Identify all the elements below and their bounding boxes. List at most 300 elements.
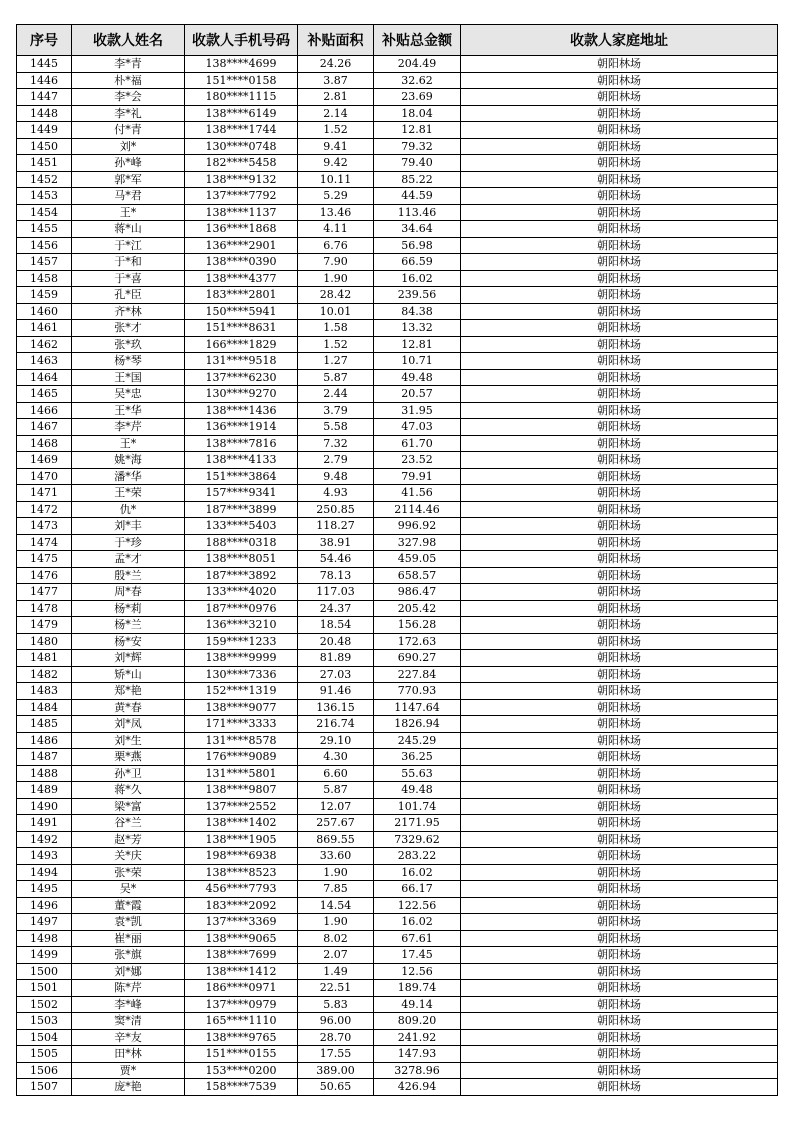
cell-subsidy-amount: 20.57 <box>374 386 461 403</box>
cell-payee-address: 朝阳林场 <box>461 897 778 914</box>
cell-serial-number: 1482 <box>17 666 72 683</box>
cell-payee-address: 朝阳林场 <box>461 749 778 766</box>
cell-payee-name: 蒋*久 <box>72 782 185 799</box>
cell-subsidy-amount: 32.62 <box>374 72 461 89</box>
cell-payee-address: 朝阳林场 <box>461 980 778 997</box>
cell-subsidy-amount: 690.27 <box>374 650 461 667</box>
cell-payee-phone: 137****2552 <box>185 798 298 815</box>
cell-payee-address: 朝阳林场 <box>461 303 778 320</box>
cell-payee-name: 吴* <box>72 881 185 898</box>
cell-payee-address: 朝阳林场 <box>461 122 778 139</box>
cell-payee-name: 孔*臣 <box>72 287 185 304</box>
cell-subsidy-area: 78.13 <box>298 567 374 584</box>
table-row <box>17 699 778 716</box>
table-row <box>17 980 778 997</box>
cell-payee-name: 付*青 <box>72 122 185 139</box>
cell-subsidy-amount: 459.05 <box>374 551 461 568</box>
cell-subsidy-amount: 3278.96 <box>374 1062 461 1079</box>
header-row <box>17 25 778 56</box>
cell-subsidy-amount: 79.91 <box>374 468 461 485</box>
cell-payee-name: 刘*娜 <box>72 963 185 980</box>
cell-serial-number: 1445 <box>17 56 72 73</box>
cell-payee-address: 朝阳林场 <box>461 947 778 964</box>
cell-subsidy-area: 5.87 <box>298 369 374 386</box>
cell-subsidy-amount: 79.32 <box>374 138 461 155</box>
cell-serial-number: 1453 <box>17 188 72 205</box>
header-subsidy-amount: 补贴总金额 <box>374 25 461 56</box>
cell-serial-number: 1449 <box>17 122 72 139</box>
table-row <box>17 798 778 815</box>
cell-payee-address: 朝阳林场 <box>461 716 778 733</box>
cell-subsidy-amount: 67.61 <box>374 930 461 947</box>
table-row <box>17 452 778 469</box>
cell-subsidy-area: 96.00 <box>298 1013 374 1030</box>
cell-subsidy-amount: 7329.62 <box>374 831 461 848</box>
cell-payee-name: 杨*兰 <box>72 617 185 634</box>
cell-payee-name: 陈*芹 <box>72 980 185 997</box>
cell-subsidy-amount: 23.52 <box>374 452 461 469</box>
cell-payee-phone: 152****1319 <box>185 683 298 700</box>
cell-payee-name: 王*国 <box>72 369 185 386</box>
cell-payee-phone: 151****8631 <box>185 320 298 337</box>
cell-subsidy-amount: 172.63 <box>374 633 461 650</box>
cell-serial-number: 1481 <box>17 650 72 667</box>
table-row <box>17 1079 778 1096</box>
cell-serial-number: 1474 <box>17 534 72 551</box>
cell-serial-number: 1493 <box>17 848 72 865</box>
cell-payee-phone: 130****9270 <box>185 386 298 403</box>
cell-serial-number: 1448 <box>17 105 72 122</box>
cell-serial-number: 1455 <box>17 221 72 238</box>
cell-payee-name: 刘* <box>72 138 185 155</box>
cell-payee-name: 庞*艳 <box>72 1079 185 1096</box>
cell-payee-name: 仇* <box>72 501 185 518</box>
cell-payee-name: 张*荣 <box>72 864 185 881</box>
cell-serial-number: 1472 <box>17 501 72 518</box>
cell-payee-name: 张*玖 <box>72 336 185 353</box>
table-row <box>17 138 778 155</box>
cell-payee-phone: 133****4020 <box>185 584 298 601</box>
table-row <box>17 353 778 370</box>
cell-subsidy-area: 29.10 <box>298 732 374 749</box>
cell-payee-address: 朝阳林场 <box>461 864 778 881</box>
cell-subsidy-amount: 2171.95 <box>374 815 461 832</box>
cell-payee-phone: 138****9077 <box>185 699 298 716</box>
cell-subsidy-amount: 189.74 <box>374 980 461 997</box>
table-row <box>17 831 778 848</box>
cell-payee-address: 朝阳林场 <box>461 221 778 238</box>
header-payee-address: 收款人家庭地址 <box>461 25 778 56</box>
cell-subsidy-area: 136.15 <box>298 699 374 716</box>
cell-payee-phone: 186****0971 <box>185 980 298 997</box>
table-row <box>17 534 778 551</box>
cell-serial-number: 1500 <box>17 963 72 980</box>
cell-serial-number: 1454 <box>17 204 72 221</box>
cell-payee-phone: 138****1402 <box>185 815 298 832</box>
table-row <box>17 1046 778 1063</box>
cell-serial-number: 1492 <box>17 831 72 848</box>
cell-payee-name: 王* <box>72 204 185 221</box>
cell-payee-address: 朝阳林场 <box>461 138 778 155</box>
cell-serial-number: 1476 <box>17 567 72 584</box>
cell-serial-number: 1459 <box>17 287 72 304</box>
cell-subsidy-area: 9.48 <box>298 468 374 485</box>
subsidy-table <box>16 24 778 1096</box>
cell-subsidy-amount: 204.49 <box>374 56 461 73</box>
cell-payee-phone: 138****7816 <box>185 435 298 452</box>
table-row <box>17 204 778 221</box>
cell-payee-name: 郑*艳 <box>72 683 185 700</box>
cell-subsidy-amount: 1147.64 <box>374 699 461 716</box>
cell-payee-phone: 136****3210 <box>185 617 298 634</box>
cell-payee-name: 蒋*山 <box>72 221 185 238</box>
cell-subsidy-amount: 16.02 <box>374 270 461 287</box>
table-row <box>17 237 778 254</box>
cell-payee-address: 朝阳林场 <box>461 1013 778 1030</box>
cell-payee-address: 朝阳林场 <box>461 468 778 485</box>
cell-payee-phone: 137****0979 <box>185 996 298 1013</box>
cell-payee-name: 田*林 <box>72 1046 185 1063</box>
cell-payee-phone: 138****4133 <box>185 452 298 469</box>
cell-serial-number: 1489 <box>17 782 72 799</box>
cell-payee-name: 殷*兰 <box>72 567 185 584</box>
cell-payee-phone: 182****5458 <box>185 155 298 172</box>
table-row <box>17 600 778 617</box>
cell-payee-address: 朝阳林场 <box>461 386 778 403</box>
table-row <box>17 468 778 485</box>
cell-subsidy-amount: 56.98 <box>374 237 461 254</box>
table-row <box>17 518 778 535</box>
cell-subsidy-area: 118.27 <box>298 518 374 535</box>
cell-subsidy-amount: 44.59 <box>374 188 461 205</box>
table-row <box>17 633 778 650</box>
cell-subsidy-area: 38.91 <box>298 534 374 551</box>
cell-payee-address: 朝阳林场 <box>461 617 778 634</box>
cell-subsidy-area: 28.42 <box>298 287 374 304</box>
cell-serial-number: 1466 <box>17 402 72 419</box>
table-body <box>17 56 778 1096</box>
cell-serial-number: 1505 <box>17 1046 72 1063</box>
cell-payee-phone: 187****3892 <box>185 567 298 584</box>
cell-subsidy-amount: 12.81 <box>374 122 461 139</box>
header-subsidy-area: 补贴面积 <box>298 25 374 56</box>
cell-payee-address: 朝阳林场 <box>461 1062 778 1079</box>
cell-serial-number: 1499 <box>17 947 72 964</box>
cell-payee-phone: 138****9065 <box>185 930 298 947</box>
cell-payee-name: 窦*清 <box>72 1013 185 1030</box>
cell-payee-name: 关*庆 <box>72 848 185 865</box>
table-row <box>17 765 778 782</box>
cell-serial-number: 1468 <box>17 435 72 452</box>
cell-subsidy-area: 4.30 <box>298 749 374 766</box>
cell-payee-phone: 136****2901 <box>185 237 298 254</box>
cell-subsidy-amount: 49.14 <box>374 996 461 1013</box>
cell-subsidy-area: 6.60 <box>298 765 374 782</box>
cell-serial-number: 1504 <box>17 1029 72 1046</box>
cell-payee-name: 贾* <box>72 1062 185 1079</box>
cell-payee-address: 朝阳林场 <box>461 633 778 650</box>
cell-payee-address: 朝阳林场 <box>461 650 778 667</box>
cell-payee-address: 朝阳林场 <box>461 452 778 469</box>
cell-subsidy-area: 12.07 <box>298 798 374 815</box>
cell-payee-address: 朝阳林场 <box>461 89 778 106</box>
cell-subsidy-area: 54.46 <box>298 551 374 568</box>
cell-payee-address: 朝阳林场 <box>461 204 778 221</box>
cell-payee-name: 张*才 <box>72 320 185 337</box>
cell-payee-name: 郭*军 <box>72 171 185 188</box>
cell-payee-address: 朝阳林场 <box>461 831 778 848</box>
cell-payee-phone: 183****2801 <box>185 287 298 304</box>
cell-subsidy-area: 2.14 <box>298 105 374 122</box>
cell-payee-address: 朝阳林场 <box>461 402 778 419</box>
cell-serial-number: 1470 <box>17 468 72 485</box>
cell-serial-number: 1450 <box>17 138 72 155</box>
cell-serial-number: 1502 <box>17 996 72 1013</box>
cell-payee-address: 朝阳林场 <box>461 584 778 601</box>
cell-subsidy-amount: 239.56 <box>374 287 461 304</box>
cell-payee-name: 朴*福 <box>72 72 185 89</box>
cell-subsidy-amount: 36.25 <box>374 749 461 766</box>
cell-subsidy-area: 216.74 <box>298 716 374 733</box>
cell-payee-name: 刘*辉 <box>72 650 185 667</box>
cell-payee-address: 朝阳林场 <box>461 798 778 815</box>
cell-payee-address: 朝阳林场 <box>461 419 778 436</box>
table-row <box>17 815 778 832</box>
cell-payee-address: 朝阳林场 <box>461 518 778 535</box>
cell-payee-phone: 187****0976 <box>185 600 298 617</box>
cell-subsidy-area: 9.41 <box>298 138 374 155</box>
cell-subsidy-area: 50.65 <box>298 1079 374 1096</box>
cell-subsidy-area: 9.42 <box>298 155 374 172</box>
cell-payee-address: 朝阳林场 <box>461 600 778 617</box>
cell-payee-address: 朝阳林场 <box>461 353 778 370</box>
header-payee-phone: 收款人手机号码 <box>185 25 298 56</box>
cell-payee-name: 于*珍 <box>72 534 185 551</box>
cell-subsidy-amount: 2114.46 <box>374 501 461 518</box>
table-row <box>17 584 778 601</box>
cell-subsidy-amount: 66.59 <box>374 254 461 271</box>
cell-subsidy-amount: 55.63 <box>374 765 461 782</box>
cell-serial-number: 1461 <box>17 320 72 337</box>
cell-payee-name: 矫*山 <box>72 666 185 683</box>
cell-payee-phone: 151****3864 <box>185 468 298 485</box>
table-row <box>17 221 778 238</box>
cell-subsidy-area: 869.55 <box>298 831 374 848</box>
cell-subsidy-area: 20.48 <box>298 633 374 650</box>
cell-payee-phone: 138****8523 <box>185 864 298 881</box>
cell-payee-address: 朝阳林场 <box>461 369 778 386</box>
cell-payee-name: 吴*忠 <box>72 386 185 403</box>
cell-subsidy-amount: 996.92 <box>374 518 461 535</box>
cell-subsidy-amount: 283.22 <box>374 848 461 865</box>
cell-subsidy-area: 1.49 <box>298 963 374 980</box>
cell-serial-number: 1507 <box>17 1079 72 1096</box>
cell-subsidy-area: 27.03 <box>298 666 374 683</box>
cell-payee-address: 朝阳林场 <box>461 336 778 353</box>
cell-payee-phone: 180****1115 <box>185 89 298 106</box>
cell-payee-name: 张*旗 <box>72 947 185 964</box>
cell-subsidy-area: 17.55 <box>298 1046 374 1063</box>
cell-payee-phone: 131****8578 <box>185 732 298 749</box>
cell-payee-phone: 151****0155 <box>185 1046 298 1063</box>
table-row <box>17 501 778 518</box>
cell-subsidy-amount: 327.98 <box>374 534 461 551</box>
cell-subsidy-area: 5.87 <box>298 782 374 799</box>
cell-payee-name: 王* <box>72 435 185 452</box>
cell-serial-number: 1496 <box>17 897 72 914</box>
cell-payee-address: 朝阳林场 <box>461 881 778 898</box>
cell-payee-name: 黄*春 <box>72 699 185 716</box>
cell-payee-phone: 131****5801 <box>185 765 298 782</box>
cell-serial-number: 1475 <box>17 551 72 568</box>
cell-serial-number: 1469 <box>17 452 72 469</box>
table-row <box>17 963 778 980</box>
cell-subsidy-amount: 426.94 <box>374 1079 461 1096</box>
cell-serial-number: 1446 <box>17 72 72 89</box>
cell-subsidy-amount: 245.29 <box>374 732 461 749</box>
cell-serial-number: 1506 <box>17 1062 72 1079</box>
table-row <box>17 435 778 452</box>
cell-payee-phone: 138****9999 <box>185 650 298 667</box>
header-serial-number: 序号 <box>17 25 72 56</box>
cell-subsidy-area: 10.11 <box>298 171 374 188</box>
cell-payee-address: 朝阳林场 <box>461 1029 778 1046</box>
cell-subsidy-area: 4.93 <box>298 485 374 502</box>
cell-payee-phone: 130****7336 <box>185 666 298 683</box>
table-row <box>17 782 778 799</box>
cell-payee-phone: 150****5941 <box>185 303 298 320</box>
cell-subsidy-area: 24.37 <box>298 600 374 617</box>
table-row <box>17 947 778 964</box>
cell-payee-phone: 137****3369 <box>185 914 298 931</box>
cell-serial-number: 1488 <box>17 765 72 782</box>
cell-payee-name: 赵*芳 <box>72 831 185 848</box>
cell-subsidy-amount: 41.56 <box>374 485 461 502</box>
cell-payee-phone: 133****5403 <box>185 518 298 535</box>
table-row <box>17 1062 778 1079</box>
cell-subsidy-area: 2.79 <box>298 452 374 469</box>
cell-subsidy-area: 1.27 <box>298 353 374 370</box>
table-row <box>17 864 778 881</box>
cell-serial-number: 1483 <box>17 683 72 700</box>
table-row <box>17 716 778 733</box>
table-row <box>17 270 778 287</box>
cell-subsidy-amount: 16.02 <box>374 864 461 881</box>
cell-subsidy-area: 257.67 <box>298 815 374 832</box>
cell-subsidy-area: 91.46 <box>298 683 374 700</box>
cell-payee-name: 孟*才 <box>72 551 185 568</box>
cell-serial-number: 1494 <box>17 864 72 881</box>
table-row <box>17 996 778 1013</box>
cell-payee-address: 朝阳林场 <box>461 963 778 980</box>
cell-payee-address: 朝阳林场 <box>461 501 778 518</box>
cell-payee-address: 朝阳林场 <box>461 320 778 337</box>
cell-serial-number: 1460 <box>17 303 72 320</box>
cell-payee-phone: 151****0158 <box>185 72 298 89</box>
cell-subsidy-amount: 49.48 <box>374 369 461 386</box>
cell-payee-address: 朝阳林场 <box>461 105 778 122</box>
cell-payee-phone: 176****9089 <box>185 749 298 766</box>
cell-serial-number: 1477 <box>17 584 72 601</box>
cell-subsidy-area: 1.58 <box>298 320 374 337</box>
header-payee-name: 收款人姓名 <box>72 25 185 56</box>
cell-serial-number: 1486 <box>17 732 72 749</box>
cell-payee-name: 李*芹 <box>72 419 185 436</box>
cell-subsidy-area: 2.44 <box>298 386 374 403</box>
cell-payee-name: 孙*峰 <box>72 155 185 172</box>
cell-payee-phone: 153****0200 <box>185 1062 298 1079</box>
cell-payee-name: 杨*安 <box>72 633 185 650</box>
cell-payee-phone: 138****4377 <box>185 270 298 287</box>
cell-serial-number: 1457 <box>17 254 72 271</box>
cell-payee-phone: 137****7792 <box>185 188 298 205</box>
table-row <box>17 617 778 634</box>
cell-payee-phone: 138****1905 <box>185 831 298 848</box>
cell-payee-address: 朝阳林场 <box>461 188 778 205</box>
cell-serial-number: 1501 <box>17 980 72 997</box>
cell-payee-name: 李*青 <box>72 56 185 73</box>
cell-payee-address: 朝阳林场 <box>461 237 778 254</box>
cell-payee-address: 朝阳林场 <box>461 782 778 799</box>
cell-payee-address: 朝阳林场 <box>461 996 778 1013</box>
cell-subsidy-area: 13.46 <box>298 204 374 221</box>
cell-payee-address: 朝阳林场 <box>461 567 778 584</box>
cell-serial-number: 1497 <box>17 914 72 931</box>
cell-subsidy-area: 6.76 <box>298 237 374 254</box>
cell-subsidy-area: 1.90 <box>298 914 374 931</box>
cell-payee-name: 李*礼 <box>72 105 185 122</box>
cell-subsidy-amount: 1826.94 <box>374 716 461 733</box>
table-row <box>17 485 778 502</box>
cell-subsidy-area: 2.07 <box>298 947 374 964</box>
cell-payee-address: 朝阳林场 <box>461 534 778 551</box>
cell-payee-name: 董*霞 <box>72 897 185 914</box>
table-row <box>17 320 778 337</box>
cell-subsidy-area: 81.89 <box>298 650 374 667</box>
cell-subsidy-amount: 809.20 <box>374 1013 461 1030</box>
table-row <box>17 732 778 749</box>
table-row <box>17 683 778 700</box>
cell-payee-phone: 138****6149 <box>185 105 298 122</box>
cell-payee-name: 谷*兰 <box>72 815 185 832</box>
cell-payee-phone: 138****1436 <box>185 402 298 419</box>
cell-subsidy-area: 2.81 <box>298 89 374 106</box>
cell-serial-number: 1452 <box>17 171 72 188</box>
cell-payee-address: 朝阳林场 <box>461 666 778 683</box>
cell-payee-phone: 159****1233 <box>185 633 298 650</box>
cell-serial-number: 1456 <box>17 237 72 254</box>
cell-subsidy-amount: 17.45 <box>374 947 461 964</box>
cell-subsidy-amount: 16.02 <box>374 914 461 931</box>
table-row <box>17 336 778 353</box>
cell-subsidy-amount: 34.64 <box>374 221 461 238</box>
table-row <box>17 881 778 898</box>
cell-payee-phone: 165****1110 <box>185 1013 298 1030</box>
cell-subsidy-amount: 61.70 <box>374 435 461 452</box>
cell-payee-phone: 456****7793 <box>185 881 298 898</box>
cell-serial-number: 1490 <box>17 798 72 815</box>
cell-serial-number: 1471 <box>17 485 72 502</box>
table-row <box>17 897 778 914</box>
cell-payee-phone: 138****1412 <box>185 963 298 980</box>
cell-subsidy-area: 1.90 <box>298 864 374 881</box>
cell-subsidy-amount: 658.57 <box>374 567 461 584</box>
cell-payee-name: 周*春 <box>72 584 185 601</box>
cell-subsidy-amount: 85.22 <box>374 171 461 188</box>
cell-subsidy-amount: 79.40 <box>374 155 461 172</box>
cell-serial-number: 1495 <box>17 881 72 898</box>
cell-subsidy-area: 389.00 <box>298 1062 374 1079</box>
